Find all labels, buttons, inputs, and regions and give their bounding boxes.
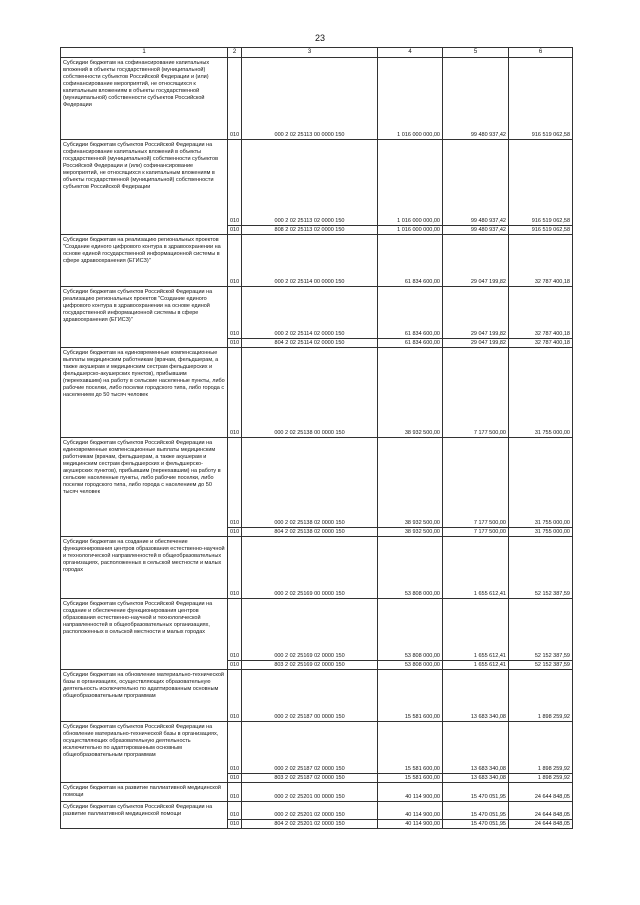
cell-col5: 29 047 199,82 — [443, 287, 509, 339]
cell-col5: 99 480 937,42 — [443, 58, 509, 140]
cell-col4: 53 808 000,00 — [378, 537, 443, 599]
cell-col5: 29 047 199,82 — [443, 339, 509, 348]
cell-col4: 53 808 000,00 — [378, 599, 443, 661]
cell-col4: 15 581 600,00 — [378, 774, 443, 783]
cell-col2: 010 — [228, 528, 242, 537]
cell-col5: 15 470 051,95 — [443, 783, 509, 802]
cell-col3: 804 2 02 25201 02 0000 150 — [242, 820, 378, 829]
cell-col3: 000 2 02 25187 00 0000 150 — [242, 670, 378, 722]
table-row — [61, 140, 573, 226]
cell-col2: 010 — [228, 783, 242, 802]
cell-col6: 24 644 848,05 — [509, 802, 573, 820]
cell-col2: 010 — [228, 661, 242, 670]
cell-col2: 010 — [228, 774, 242, 783]
row-description: Субсидии бюджетам субъектов Российской Федерации на развитие паллиативной медицинской помощи — [61, 802, 228, 829]
table-row — [61, 348, 573, 438]
cell-col4: 61 834 600,00 — [378, 235, 443, 287]
cell-col4: 53 808 000,00 — [378, 661, 443, 670]
cell-col6: 916 519 062,58 — [509, 140, 573, 226]
row-description: Субсидии бюджетам на обновление материально-технической базы в организациях, осуществляющих образовательную деятельность исключительно по адаптированным основным общеобразовательным программам — [61, 670, 228, 722]
row-description: Субсидии бюджетам субъектов Российской Федерации на реализацию региональных проектов "Создание единого цифрового контура в здравоохранении на основе единой государственной информационной системы в сфере здравоохранения (ЕГИСЗ)" — [61, 287, 228, 348]
cell-col3: 000 2 02 25201 00 0000 150 — [242, 783, 378, 802]
cell-col3: 000 2 02 25138 02 0000 150 — [242, 438, 378, 528]
cell-col5: 13 683 340,08 — [443, 670, 509, 722]
budget-table — [60, 47, 573, 829]
column-header: 4 — [378, 48, 443, 58]
cell-col3: 000 2 02 25187 02 0000 150 — [242, 722, 378, 774]
row-description: Субсидии бюджетам субъектов Российской Федерации на создание и обеспечение функционирования центров образования естественно-научной и технологической направленностей в общеобразовательных организациях, расположенных в сельской местности и малых городах — [61, 599, 228, 670]
table-row — [61, 58, 573, 140]
cell-col5: 13 683 340,08 — [443, 774, 509, 783]
cell-col2: 010 — [228, 348, 242, 438]
cell-col3: 000 2 02 25169 00 0000 150 — [242, 537, 378, 599]
cell-col6: 916 519 062,58 — [509, 226, 573, 235]
row-description: Субсидии бюджетам субъектов Российской Федерации на единовременные компенсационные выплаты медицинским работникам (врачам, фельдшерам, а также акушерам и медицинским сестрам фельдшерских и фельдшерско-акушерских пунктов), прибывшим (переехавшим) на работу в сельские населенные пункты, либо рабочие поселки, либо поселки городского типа, либо города с населением до 50 тысяч человек — [61, 438, 228, 537]
cell-col5: 15 470 051,95 — [443, 802, 509, 820]
row-description: Субсидии бюджетам на единовременные компенсационные выплаты медицинским работникам (врачам, фельдшерам, а также акушерам и медицинским сестрам фельдшерских и фельдшерско-акушерских пунктов), прибывшим (переехавшим) на работу в сельские населенные пункты, либо рабочие поселки, либо поселки городского типа, либо города с населением до 50 тысяч человек — [61, 348, 228, 438]
cell-col5: 29 047 199,82 — [443, 235, 509, 287]
cell-col2: 010 — [228, 58, 242, 140]
row-description: Субсидии бюджетам на создание и обеспечение функционирования центров образования естественно-научной и технологической направленностей в общеобразовательных организациях, расположенных в сельской местности и малых городах — [61, 537, 228, 599]
cell-col4: 61 834 600,00 — [378, 287, 443, 339]
table-row — [61, 235, 573, 287]
row-description: Субсидии бюджетам на реализацию региональных проектов "Создание единого цифрового контура в здравоохранении на основе единой государственной информационной системы в сфере здравоохранения (ЕГИСЗ)" — [61, 235, 228, 287]
row-description: Субсидии бюджетам субъектов Российской Федерации на обновление материально-технической базы в организациях, осуществляющих образовательную деятельность исключительно по адаптированным основным общеобразовательным программам — [61, 722, 228, 783]
cell-col3: 000 2 02 25169 02 0000 150 — [242, 599, 378, 661]
cell-col4: 15 581 600,00 — [378, 722, 443, 774]
column-header: 3 — [242, 48, 378, 58]
cell-col5: 13 683 340,08 — [443, 722, 509, 774]
cell-col3: 803 2 02 25169 02 0000 150 — [242, 661, 378, 670]
cell-col6: 32 787 400,18 — [509, 235, 573, 287]
cell-col5: 7 177 500,00 — [443, 438, 509, 528]
table-row — [61, 802, 573, 820]
row-description: Субсидии бюджетам на развитие паллиативной медицинской помощи — [61, 783, 228, 802]
cell-col6: 24 644 848,05 — [509, 820, 573, 829]
table-row — [61, 670, 573, 722]
cell-col2: 010 — [228, 438, 242, 528]
cell-col2: 010 — [228, 339, 242, 348]
cell-col4: 15 581 600,00 — [378, 670, 443, 722]
cell-col2: 010 — [228, 802, 242, 820]
cell-col4: 38 932 500,00 — [378, 438, 443, 528]
table-row — [61, 599, 573, 661]
cell-col2: 010 — [228, 140, 242, 226]
cell-col3: 000 2 02 25113 02 0000 150 — [242, 140, 378, 226]
table-row — [61, 287, 573, 339]
cell-col6: 52 152 387,59 — [509, 661, 573, 670]
cell-col3: 000 2 02 25114 02 0000 150 — [242, 287, 378, 339]
cell-col6: 32 787 400,18 — [509, 287, 573, 339]
cell-col5: 7 177 500,00 — [443, 528, 509, 537]
column-header: 5 — [443, 48, 509, 58]
cell-col3: 803 2 02 25187 02 0000 150 — [242, 774, 378, 783]
cell-col5: 7 177 500,00 — [443, 348, 509, 438]
cell-col4: 40 114 900,00 — [378, 802, 443, 820]
table-row — [61, 783, 573, 802]
cell-col4: 61 834 600,00 — [378, 339, 443, 348]
cell-col6: 52 152 387,59 — [509, 599, 573, 661]
cell-col4: 38 932 500,00 — [378, 528, 443, 537]
table-row — [61, 537, 573, 599]
cell-col6: 916 519 062,58 — [509, 58, 573, 140]
cell-col2: 010 — [228, 599, 242, 661]
cell-col6: 31 755 000,00 — [509, 528, 573, 537]
cell-col4: 38 932 500,00 — [378, 348, 443, 438]
cell-col3: 000 2 02 25114 00 0000 150 — [242, 235, 378, 287]
page-number: 23 — [314, 33, 325, 43]
cell-col6: 32 787 400,18 — [509, 339, 573, 348]
cell-col2: 010 — [228, 235, 242, 287]
cell-col3: 000 2 02 25138 00 0000 150 — [242, 348, 378, 438]
cell-col6: 31 755 000,00 — [509, 348, 573, 438]
cell-col4: 1 016 000 000,00 — [378, 58, 443, 140]
cell-col2: 010 — [228, 226, 242, 235]
cell-col2: 010 — [228, 670, 242, 722]
cell-col3: 804 2 02 25114 02 0000 150 — [242, 339, 378, 348]
column-header: 1 — [61, 48, 228, 58]
cell-col2: 010 — [228, 287, 242, 339]
table-row — [61, 722, 573, 774]
cell-col2: 010 — [228, 820, 242, 829]
cell-col3: 000 2 02 25201 02 0000 150 — [242, 802, 378, 820]
cell-col6: 1 898 259,92 — [509, 670, 573, 722]
cell-col5: 99 480 937,42 — [443, 140, 509, 226]
cell-col6: 1 898 259,92 — [509, 774, 573, 783]
row-description: Субсидии бюджетам субъектов Российской Федерации на софинансирование капитальных вложений в объекты государственной (муниципальной) собственности субъектов Российской Федерации и (или) софинансирование мероприятий, не относящихся к капитальным вложениям в объекты государственной (муниципальной) собственности субъектов Российской Федерации — [61, 140, 228, 235]
cell-col5: 1 655 612,41 — [443, 661, 509, 670]
cell-col4: 1 016 000 000,00 — [378, 140, 443, 226]
cell-col4: 1 016 000 000,00 — [378, 226, 443, 235]
cell-col6: 31 755 000,00 — [509, 438, 573, 528]
cell-col5: 1 655 612,41 — [443, 599, 509, 661]
cell-col6: 24 644 848,05 — [509, 783, 573, 802]
cell-col6: 1 898 259,92 — [509, 722, 573, 774]
cell-col2: 010 — [228, 722, 242, 774]
cell-col5: 99 480 937,42 — [443, 226, 509, 235]
cell-col3: 000 2 02 25113 00 0000 150 — [242, 58, 378, 140]
column-header: 6 — [509, 48, 573, 58]
cell-col5: 1 655 612,41 — [443, 537, 509, 599]
table-row — [61, 438, 573, 528]
cell-col6: 52 152 387,59 — [509, 537, 573, 599]
cell-col4: 40 114 900,00 — [378, 783, 443, 802]
column-header: 2 — [228, 48, 242, 58]
cell-col5: 15 470 051,95 — [443, 820, 509, 829]
cell-col2: 010 — [228, 537, 242, 599]
cell-col3: 804 2 02 25138 02 0000 150 — [242, 528, 378, 537]
header-row — [61, 48, 573, 58]
row-description: Субсидии бюджетам на софинансирование капитальных вложений в объекты государственной (муниципальной) собственности субъектов Российской Федерации и (или) софинансирование мероприятий, не относящихся к капитальным вложениям в объекты государственной (муниципальной) собственности субъектов Российской Федерации — [61, 58, 228, 140]
cell-col3: 808 2 02 25113 02 0000 150 — [242, 226, 378, 235]
cell-col4: 40 114 900,00 — [378, 820, 443, 829]
